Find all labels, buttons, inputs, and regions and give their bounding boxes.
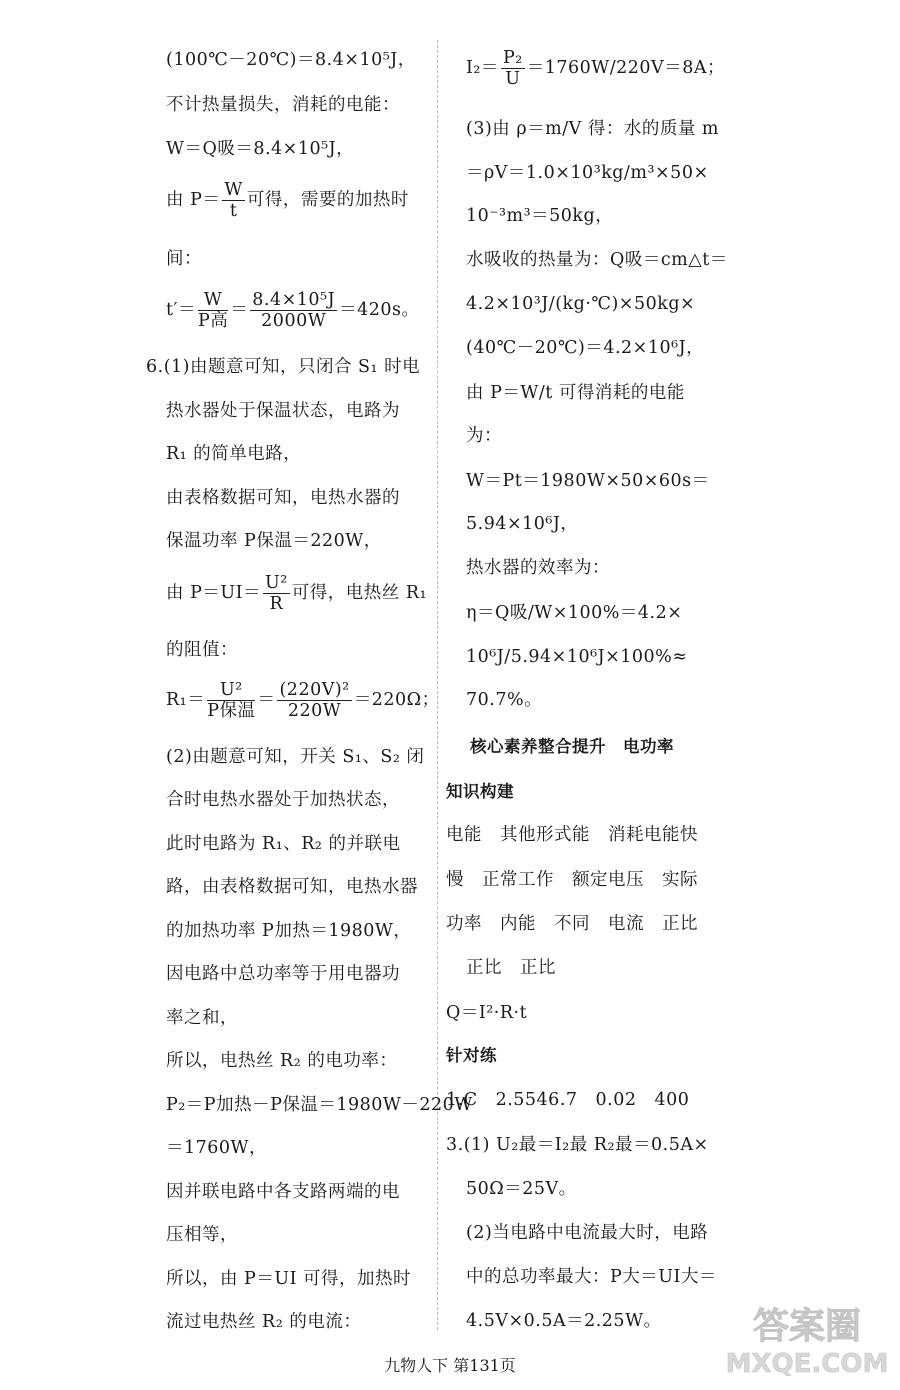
formula-line xyxy=(466,48,725,89)
text-line: R₁ 的简单电路， xyxy=(166,444,302,464)
text-line: 慢 正常工作 额定电压 实际 xyxy=(446,870,698,890)
denominator: 2000W xyxy=(261,311,327,331)
denominator: U xyxy=(505,69,521,89)
numerator: U² xyxy=(207,680,255,701)
text-line: 压相等， xyxy=(166,1225,238,1245)
watermark-url: MXQE.COM xyxy=(725,1349,889,1379)
text-line: 由 P＝W/t 可得消耗的电能 xyxy=(466,383,685,403)
text-line: 中的总功率最大：P大＝UI大＝ xyxy=(466,1267,717,1287)
fraction xyxy=(207,680,255,721)
text-line: 所以，由 P＝UI 可得，加热时 xyxy=(166,1269,412,1289)
watermark-text: 答案圈 xyxy=(752,1306,862,1347)
denominator: t xyxy=(229,201,238,221)
page-footer: 九物人下 第131页 xyxy=(384,1356,516,1375)
formula-line: R₁＝ $\frac{\text{U²}}{\text{P保温}}$ ＝ $\frac{\text{(220V)²}}{220W}$ ＝220Ω； xyxy=(166,680,440,721)
text-line: P₂＝P加热－P保温＝1980W－220W xyxy=(166,1095,473,1115)
text-line: 的加热功率 P加热＝1980W， xyxy=(166,921,412,941)
text-line: 电能 其他形式能 消耗电能快 xyxy=(446,825,698,845)
text-line: 因并联电路中各支路两端的电 xyxy=(166,1182,400,1202)
text: ＝420s。 xyxy=(339,300,420,320)
text-line: (2)由题意可知，开关 S₁、S₂ 闭 xyxy=(166,747,425,767)
text-line: ＝ρV＝1.0×10³kg/m³×50× xyxy=(466,163,709,183)
text-line: 5.94×10⁶J， xyxy=(466,514,579,534)
denominator: R xyxy=(269,594,284,614)
fraction xyxy=(263,573,290,614)
text-line: 率之和， xyxy=(166,1008,238,1028)
text-line: 间： xyxy=(166,249,202,269)
text-line: ＝1760W， xyxy=(166,1138,268,1158)
text-line: 热水器处于保温状态，电路为 xyxy=(166,401,400,421)
text-line: 合时电热水器处于加热状态， xyxy=(166,790,400,810)
text-line: 保温功率 P保温＝220W， xyxy=(166,531,382,551)
fraction xyxy=(222,180,245,221)
text: ＝1760W/220V＝8A； xyxy=(526,58,725,78)
denominator: 220W xyxy=(287,701,342,721)
text-line: 10⁶J/5.94×10⁶J×100%≈ xyxy=(466,647,688,667)
text-line: 热水器的效率为： xyxy=(466,558,610,578)
text-line: 流过电热丝 R₂ 的电流： xyxy=(166,1312,362,1332)
text-line: W＝Pt＝1980W×50×60s＝ xyxy=(466,471,710,491)
formula-line: Q＝I²·R·t xyxy=(446,1003,528,1023)
text-line: 4.2×10³J/(kg·℃)×50kg× xyxy=(466,294,696,314)
text-line: 水吸收的热量为：Q吸＝cm△t＝ xyxy=(466,250,728,270)
denominator: P保温 xyxy=(207,701,256,721)
text: 可得，电热丝 R₁ xyxy=(291,583,428,603)
text-line: 由表格数据可知，电热水器的 xyxy=(166,488,400,508)
text-line: 1.C 2.5546.7 0.02 400 xyxy=(446,1090,690,1110)
text: R₁＝ xyxy=(166,690,206,710)
text-line: 路，由表格数据可知，电热水器 xyxy=(166,877,418,897)
text-line: 50Ω＝25V。 xyxy=(466,1179,577,1199)
numerator: P₂ xyxy=(502,48,523,68)
text-line: 70.7%。 xyxy=(466,690,543,710)
formula-line: t′＝ $\frac{W}{\text{P高}}$ ＝ $\frac{\text{8.4×10⁵J}}{2000W}$ ＝420s。 xyxy=(166,290,420,331)
text: 由 P＝ xyxy=(166,190,221,210)
text-line: W＝Q吸＝8.4×10⁵J， xyxy=(166,139,355,159)
numerator: W xyxy=(224,180,243,200)
watermark-logo xyxy=(722,1296,892,1380)
text-line: 因电路中总功率等于用电器功 xyxy=(166,964,400,984)
fraction xyxy=(277,680,351,721)
practice-heading: 针对练 xyxy=(446,1046,497,1065)
text-line: 3.(1) U₂最＝I₂最 R₂最＝0.5A× xyxy=(446,1135,709,1155)
formula-line xyxy=(166,573,427,614)
text-line: 此时电路为 R₁、R₂ 的并联电 xyxy=(166,834,401,854)
question-6-line: 6.(1)由题意可知，只闭合 S₁ 时电 xyxy=(146,357,421,377)
text-line: 4.5V×0.5A＝2.25W。 xyxy=(466,1311,662,1331)
denominator: P高 xyxy=(198,311,229,331)
text-line: 为： xyxy=(466,426,502,446)
text: t′＝ xyxy=(166,300,197,320)
numerator: 8.4×10⁵J xyxy=(252,290,336,310)
text: 可得，需要的加热时 xyxy=(246,190,409,210)
text: ＝220Ω； xyxy=(353,690,440,710)
text-line: 所以，电热丝 R₂ 的电功率： xyxy=(166,1051,398,1071)
text: I₂＝ xyxy=(466,58,499,78)
fraction xyxy=(501,48,525,89)
text-line: 正比 正比 xyxy=(466,958,556,978)
text-line: (40℃－20℃)＝4.2×10⁶J， xyxy=(466,338,705,358)
numerator: W xyxy=(198,290,228,311)
text-line: (3)由 ρ＝m/V 得：水的质量 m xyxy=(466,119,719,139)
text-line: (100℃－20℃)＝8.4×10⁵J， xyxy=(166,50,416,70)
numerator: (220V)² xyxy=(279,680,350,700)
formula-line xyxy=(166,180,409,221)
text-line: 的阻值： xyxy=(166,640,238,660)
text-line: 功率 内能 不同 电流 正比 xyxy=(446,914,698,934)
text: 由 P＝UI＝ xyxy=(166,583,261,603)
numerator: U² xyxy=(265,573,288,593)
fraction xyxy=(250,290,337,331)
knowledge-heading: 知识构建 xyxy=(446,782,514,801)
section-title: 核心素养整合提升 电功率 xyxy=(470,737,674,756)
text-line: 不计热量损失，消耗的电能： xyxy=(166,95,400,115)
text-line: (2)当电路中电流最大时，电路 xyxy=(466,1223,709,1243)
fraction xyxy=(198,290,228,331)
text-line: 10⁻³m³＝50kg， xyxy=(466,206,614,226)
text-line: η＝Q吸/W×100%＝4.2× xyxy=(466,603,683,623)
